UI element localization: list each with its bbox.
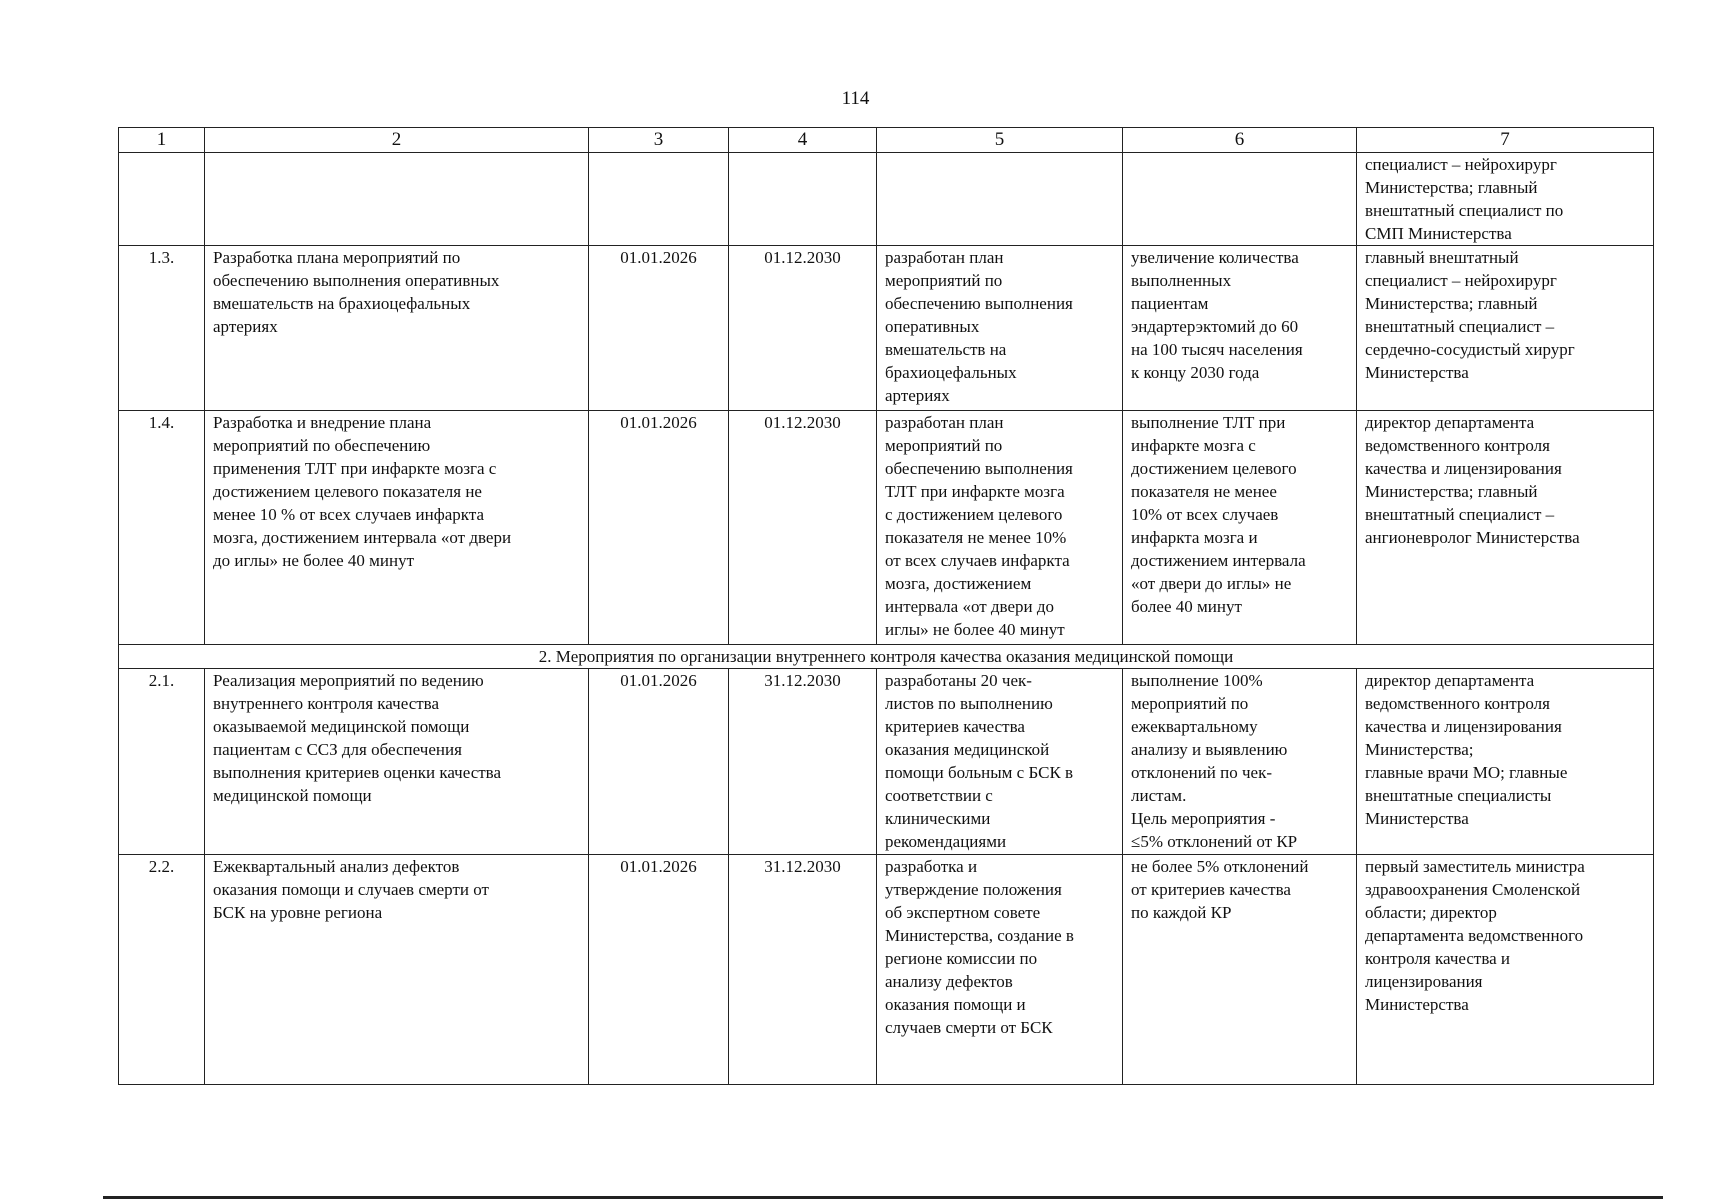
table-row	[119, 246, 1654, 411]
result-cell: разработан план мероприятий по обеспечению выполнения ТЛТ при инфаркте мозга с достижением целевого показателя не менее 10% от всех случаев инфаркта мозга, достижением интервала «от двери до иглы» не более 40 минут	[877, 411, 1123, 645]
activity-cell: Ежеквартальный анализ дефектов оказания помощи и случаев смерти от БСК на уровне региона	[205, 855, 589, 1085]
continued-responsible-cell: специалист – нейрохирург Министерства; главный внештатный специалист по СМП Министерства	[1357, 153, 1654, 246]
continued-start-cell	[589, 153, 729, 246]
table-row	[119, 411, 1654, 645]
column-header-7: 7	[1357, 128, 1654, 153]
activity-cell: Реализация мероприятий по ведению внутреннего контроля качества оказываемой медицинской помощи пациентам с ССЗ для обеспечения выполнения критериев оценки качества медицинской помощи	[205, 669, 589, 855]
table-row	[119, 855, 1654, 1085]
start-date-cell: 01.01.2026	[589, 411, 729, 645]
action-plan-table	[118, 127, 1654, 1085]
column-header-3: 3	[589, 128, 729, 153]
column-header-5: 5	[877, 128, 1123, 153]
responsible-cell: директор департамента ведомственного контроля качества и лицензирования Министерства; главный внештатный специалист – ангионевролог Министерства	[1357, 411, 1654, 645]
column-number-header-row	[119, 128, 1654, 153]
start-date-cell: 01.01.2026	[589, 246, 729, 411]
footer-rule	[103, 1196, 1663, 1199]
continued-num-cell	[119, 153, 205, 246]
row-number: 2.1.	[119, 669, 205, 855]
section-2-title: 2. Мероприятия по организации внутреннего контроля качества оказания медицинской помощи	[119, 645, 1654, 669]
responsible-cell: первый заместитель министра здравоохранения Смоленской области; директор департамента ведомственного контроля качества и лицензирования Министерства	[1357, 855, 1654, 1085]
continued-activity-cell	[205, 153, 589, 246]
end-date-cell: 01.12.2030	[729, 246, 877, 411]
column-header-6: 6	[1123, 128, 1357, 153]
activity-cell: Разработка плана мероприятий по обеспечению выполнения оперативных вмешательств на брахиоцефальных артериях	[205, 246, 589, 411]
continued-row	[119, 153, 1654, 246]
section-heading-row	[119, 645, 1654, 669]
continued-result-cell	[877, 153, 1123, 246]
table-row	[119, 669, 1654, 855]
continued-indicator-cell	[1123, 153, 1357, 246]
continued-end-cell	[729, 153, 877, 246]
activity-cell: Разработка и внедрение плана мероприятий по обеспечению применения ТЛТ при инфаркте мозга с достижением целевого показателя не менее 10 % от всех случаев инфаркта мозга, достижением интервала «от двери до иглы» не более 40 минут	[205, 411, 589, 645]
end-date-cell: 31.12.2030	[729, 855, 877, 1085]
start-date-cell: 01.01.2026	[589, 669, 729, 855]
row-number: 1.4.	[119, 411, 205, 645]
indicator-cell: выполнение 100% мероприятий по ежеквартальному анализу и выявлению отклонений по чек- листам. Цель мероприятия - ≤5% отклонений от КР	[1123, 669, 1357, 855]
end-date-cell: 31.12.2030	[729, 669, 877, 855]
result-cell: разработаны 20 чек- листов по выполнению критериев качества оказания медицинской помощи больным с БСК в соответствии с клиническими рекомендациями	[877, 669, 1123, 855]
indicator-cell: не более 5% отклонений от критериев качества по каждой КР	[1123, 855, 1357, 1085]
start-date-cell: 01.01.2026	[589, 855, 729, 1085]
column-header-1: 1	[119, 128, 205, 153]
indicator-cell: увеличение количества выполненных пациентам эндартерэктомий до 60 на 100 тысяч населения к концу 2030 года	[1123, 246, 1357, 411]
column-header-4: 4	[729, 128, 877, 153]
responsible-cell: главный внештатный специалист – нейрохирург Министерства; главный внештатный специалист – сердечно-сосудистый хирург Министерства	[1357, 246, 1654, 411]
page-number: 114	[841, 88, 870, 109]
indicator-cell: выполнение ТЛТ при инфаркте мозга с достижением целевого показателя не менее 10% от всех случаев инфаркта мозга и достижением интервала «от двери до иглы» не более 40 минут	[1123, 411, 1357, 645]
result-cell: разработка и утверждение положения об экспертном совете Министерства, создание в регионе комиссии по анализу дефектов оказания помощи и случаев смерти от БСК	[877, 855, 1123, 1085]
column-header-2: 2	[205, 128, 589, 153]
row-number: 1.3.	[119, 246, 205, 411]
result-cell: разработан план мероприятий по обеспечению выполнения оперативных вмешательств на брахиоцефальных артериях	[877, 246, 1123, 411]
row-number: 2.2.	[119, 855, 205, 1085]
responsible-cell: директор департамента ведомственного контроля качества и лицензирования Министерства; главные врачи МО; главные внештатные специалисты Министерства	[1357, 669, 1654, 855]
end-date-cell: 01.12.2030	[729, 411, 877, 645]
